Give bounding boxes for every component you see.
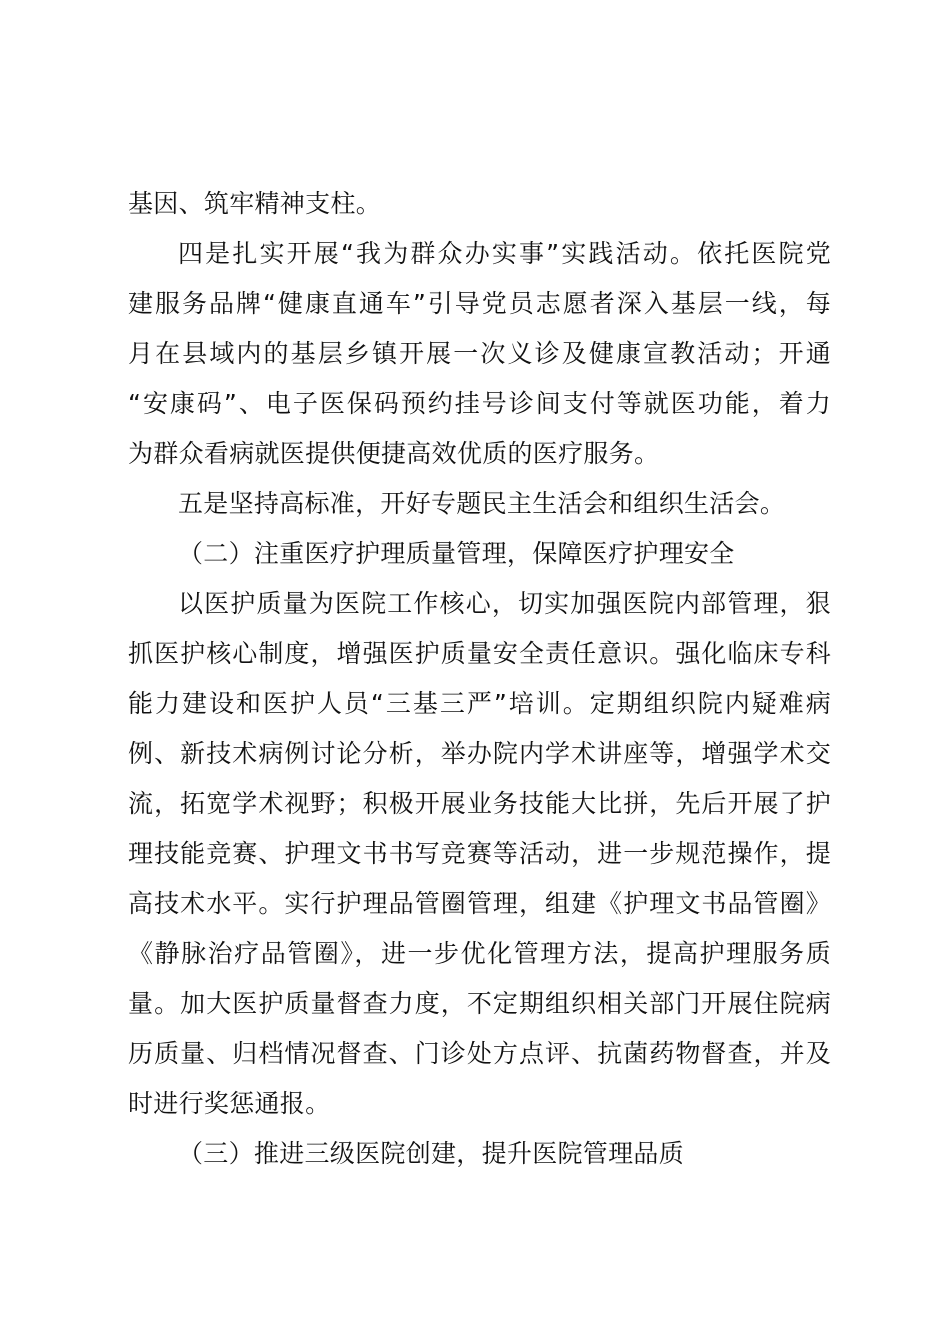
text-line: 抓医护核心制度，增强医护质量安全责任意识。强化临床专科 [128,639,831,668]
text-line: 时进行奖惩通报。 [128,1089,331,1118]
text-line: 能力建设和医护人员“三基三严”培训。定期组织院内疑难病 [128,689,831,718]
text-line: 《静脉治疗品管圈》，进一步优化管理方法，提高护理服务质 [128,939,831,968]
text-line: 四是扎实开展“我为群众办实事”实践活动。依托医院党 [178,239,831,268]
section-heading: （三）推进三级医院创建，提升医院管理品质 [178,1139,685,1168]
text-line: 高技术水平。实行护理品管圈管理，组建《护理文书品管圈》 [128,889,831,918]
text-line: 基因、筑牢精神支柱。 [128,189,382,218]
text-line: 流，拓宽学术视野；积极开展业务技能大比拼，先后开展了护 [128,789,831,818]
text-line: 月在县域内的基层乡镇开展一次义诊及健康宣教活动；开通 [128,339,831,368]
text-line: 五是坚持高标准，开好专题民主生活会和组织生活会。 [178,489,786,518]
section-heading: （二）注重医疗护理质量管理，保障医疗护理安全 [178,539,735,568]
text-line: 历质量、归档情况督查、门诊处方点评、抗菌药物督查，并及 [128,1039,831,1068]
text-line: 量。加大医护质量督查力度，不定期组织相关部门开展住院病 [128,989,831,1018]
text-line: “安康码”、电子医保码预约挂号诊间支付等就医功能，着力 [128,389,831,418]
text-line: 例、新技术病例讨论分析，举办院内学术讲座等，增强学术交 [128,739,831,768]
text-line: 理技能竞赛、护理文书书写竞赛等活动，进一步规范操作，提 [128,839,831,868]
text-line: 为群众看病就医提供便捷高效优质的医疗服务。 [128,439,660,468]
text-line: 以医护质量为医院工作核心，切实加强医院内部管理，狠 [178,589,831,618]
text-line: 建服务品牌“健康直通车”引导党员志愿者深入基层一线，每 [128,289,831,318]
